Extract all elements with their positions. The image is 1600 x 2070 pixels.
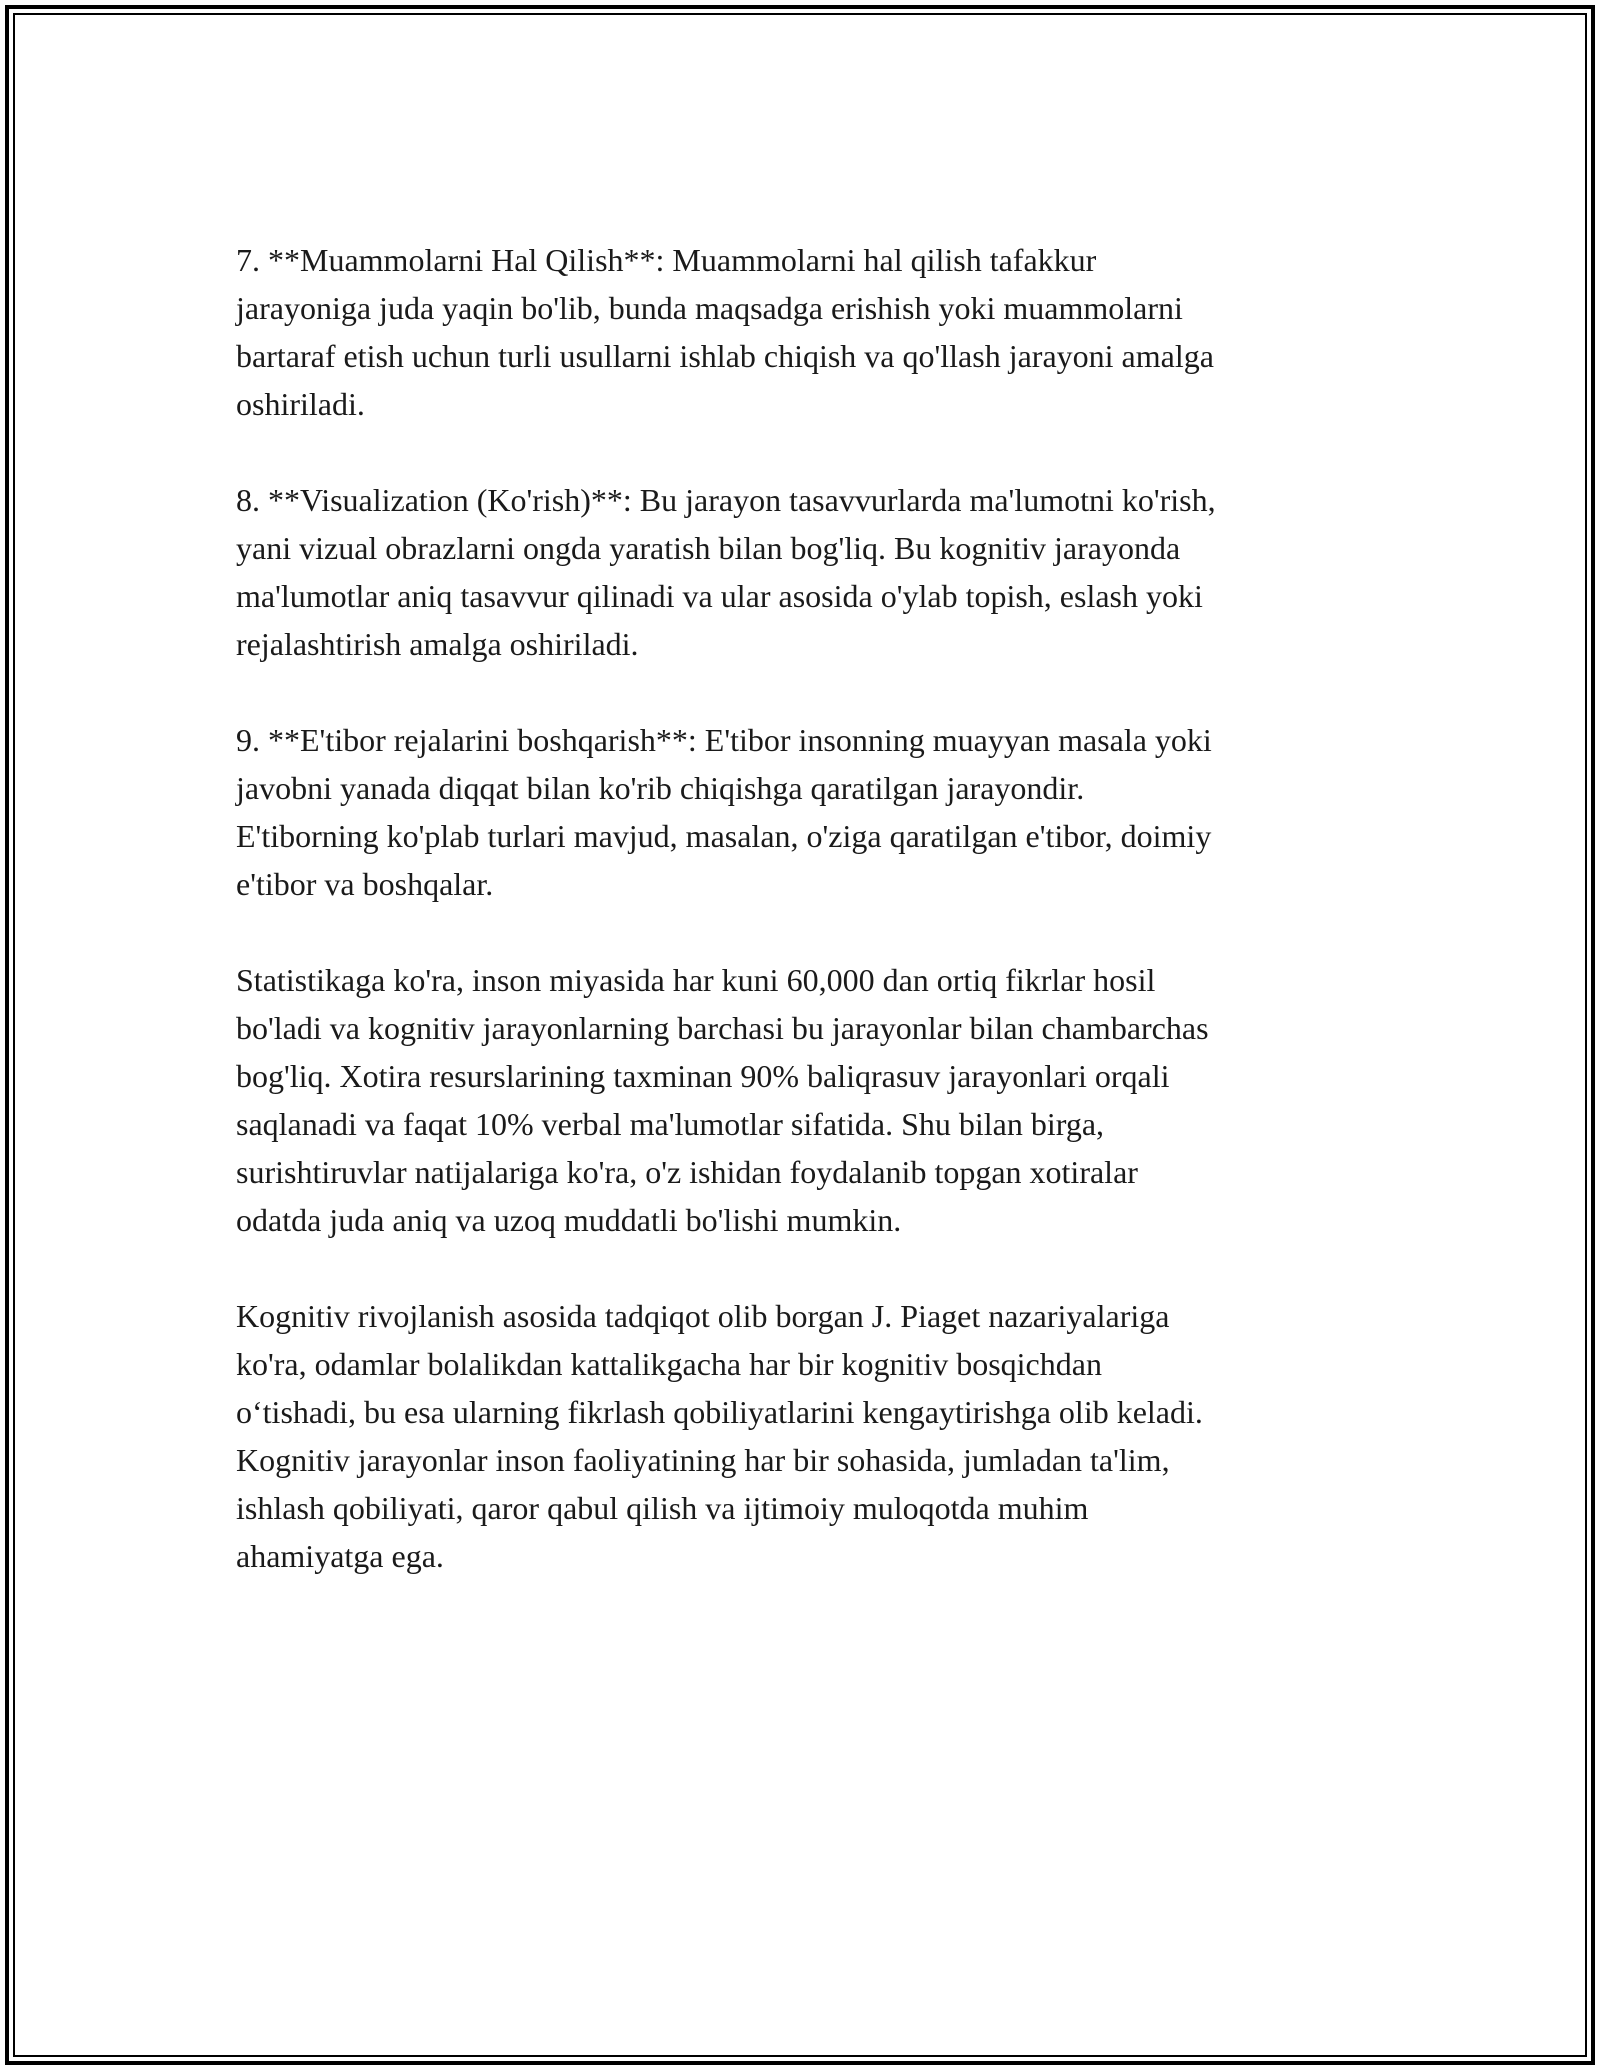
paragraph-statistics: Statistikaga ko'ra, inson miyasida har kuni 60,000 dan ortiq fikrlar hosil bo'ladi va kognitiv jarayonlarning barchasi bu jarayonlar bilan chambarchas bog'liq. Xotira resurslarining taxminan 90% baliqrasuv jarayonlari orqali saqlanadi va faqat 10% verbal ma'lumotlar sifatida. Shu bilan birga, surishtiruvlar natijalariga ko'ra, o'z ishidan foydalanib topgan xotiralar odatda juda aniq va uzoq muddatli bo'lishi mumkin. <box>236 962 1209 1238</box>
document-body <box>236 236 1376 1628</box>
paragraph-piaget: Kognitiv rivojlanish asosida tadqiqot olib borgan J. Piaget nazariyalariga ko'ra, odamlar bolalikdan kattalikgacha har bir kognitiv bosqichdan o‘tishadi, bu esa ularning fikrlash qobiliyatlarini kengaytirishga olib keladi. Kognitiv jarayonlar inson faoliyatining har bir sohasida, jumladan ta'lim, ishlash qobiliyati, qaror qabul qilish va ijtimoiy muloqotda muhim ahamiyatga ega. <box>236 1298 1203 1574</box>
paragraph-visualization: 8. **Visualization (Ko'rish)**: Bu jarayon tasavvurlarda ma'lumotni ko'rish, yani vizual obrazlarni ongda yaratish bilan bog'liq. Bu kognitiv jarayonda ma'lumotlar aniq tasavvur qilinadi va ular asosida o'ylab topish, eslash yoki rejalashtirish amalga oshiriladi. <box>236 482 1216 662</box>
paragraph-attention: 9. **E'tibor rejalarini boshqarish**: E'tibor insonning muayyan masala yoki javobni yanada diqqat bilan ko'rib chiqishga qaratilgan jarayondir. E'tiborning ko'plab turlari mavjud, masalan, o'ziga qaratilgan e'tibor, doimiy e'tibor va boshqalar. <box>236 722 1212 902</box>
paragraph-problem-solving: 7. **Muammolarni Hal Qilish**: Muammolarni hal qilish tafakkur jarayoniga juda yaqin bo'lib, bunda maqsadga erishish yoki muammolarni bartaraf etish uchun turli usullarni ishlab chiqish va qo'llash jarayoni amalga oshiriladi. <box>236 242 1214 422</box>
